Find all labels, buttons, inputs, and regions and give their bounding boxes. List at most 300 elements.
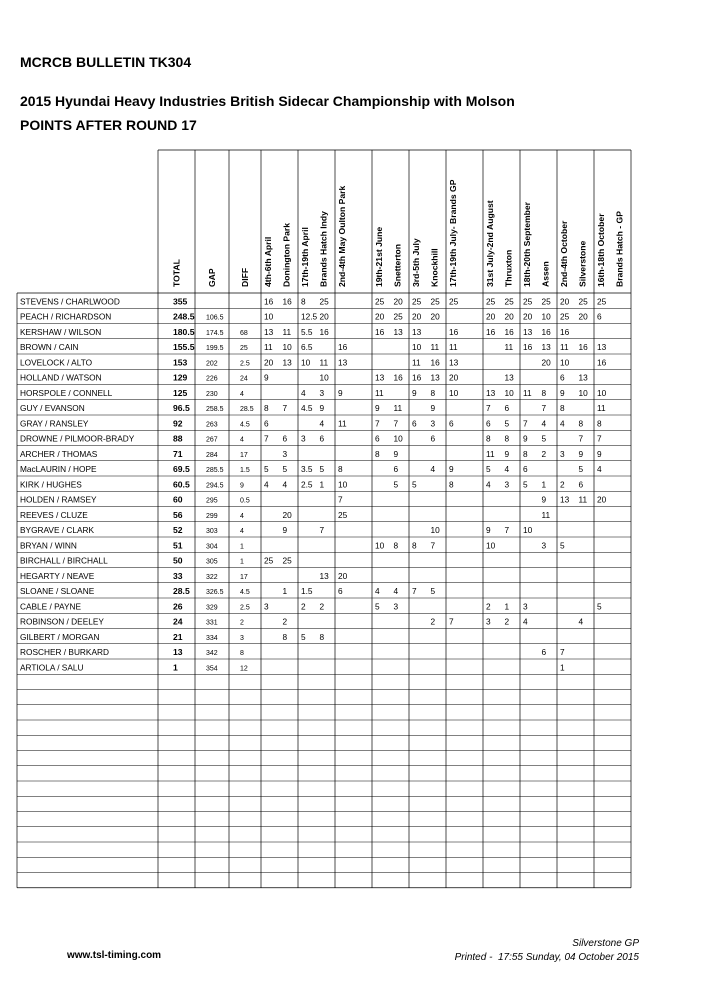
race-points: 3: [504, 479, 510, 490]
diff-value: 8: [240, 650, 244, 657]
race-points: 5: [375, 601, 380, 612]
race-points: 3: [264, 601, 269, 612]
diff-value: 4: [240, 390, 244, 398]
race-points: 10: [430, 525, 440, 535]
gap-value: 202: [206, 360, 218, 368]
race-points: 5: [560, 540, 565, 551]
race-points: 8: [449, 479, 454, 490]
race-points: 8: [523, 448, 528, 459]
gap-value: 199.5: [206, 345, 224, 352]
race-points: 7: [412, 586, 417, 596]
total-points: 155.5: [173, 342, 195, 352]
race-points: 8: [264, 403, 269, 413]
race-points: 10: [375, 540, 385, 551]
diff-value: 4: [240, 436, 244, 444]
total-points: 21: [173, 631, 183, 642]
rider-name: REEVES / CLUZE: [20, 509, 88, 520]
race-points: 11: [338, 418, 347, 429]
race-points: 16: [504, 326, 514, 337]
race-points: 25: [541, 296, 551, 307]
gap-value: 226: [206, 375, 218, 383]
race-points: 16: [338, 342, 348, 352]
diff-value: 4: [240, 512, 244, 520]
race-points: 16: [578, 342, 588, 352]
round-venue-10: Brands Hatch - GP: [614, 211, 625, 287]
race-points: 8: [301, 296, 306, 307]
race-points: 16: [597, 357, 607, 368]
race-points: 11: [412, 357, 421, 368]
rider-name: ARCHER / THOMAS: [20, 448, 98, 459]
race-points: 13: [375, 372, 385, 383]
race-points: 25: [449, 296, 459, 307]
race-points: 4: [504, 464, 510, 474]
gap-value: 263: [206, 421, 218, 429]
race-points: 1.5: [301, 586, 313, 596]
diff-value: 3: [240, 634, 244, 642]
race-points: 20: [338, 570, 348, 581]
rider-name: CABLE / PAYNE: [20, 601, 82, 612]
race-points: 16: [430, 357, 440, 368]
race-points: 9: [282, 525, 288, 535]
race-points: 13: [393, 326, 403, 337]
race-points: 1: [560, 662, 565, 673]
race-points: 13: [578, 372, 588, 383]
race-points: 13: [430, 372, 440, 383]
diff-value: 17: [240, 451, 248, 459]
race-points: 6: [338, 586, 343, 596]
race-points: 2: [486, 601, 491, 612]
race-points: 11: [264, 342, 273, 352]
round-date-9: 2nd-4th October: [559, 220, 570, 287]
race-points: 11: [449, 342, 458, 352]
gap-value: 258.5: [206, 406, 224, 413]
race-points: 5: [412, 479, 417, 490]
race-points: 20: [597, 494, 607, 505]
race-points: 7: [338, 494, 343, 505]
race-points: 4.5: [301, 403, 313, 413]
race-points: 3: [301, 433, 306, 444]
race-points: 25: [486, 296, 496, 307]
round-date-5: 3rd-5th July: [411, 238, 422, 287]
race-points: 6: [375, 433, 380, 444]
rider-name: KIRK / HUGHES: [20, 479, 82, 490]
gap-value: 322: [206, 573, 218, 581]
race-points: 10: [319, 372, 329, 383]
race-points: 11: [282, 326, 292, 337]
race-points: 5: [430, 586, 436, 596]
race-points: 9: [597, 448, 602, 459]
gap-value: 284: [206, 451, 218, 459]
race-points: 25: [282, 555, 292, 566]
race-points: 13: [264, 326, 274, 337]
race-points: 7: [282, 403, 288, 413]
race-points: 16: [523, 342, 533, 352]
race-points: 6.5: [301, 342, 313, 352]
round-venue-2: Brands Hatch Indy: [318, 211, 329, 287]
rider-name: SLOANE / SLOANE: [20, 586, 95, 596]
race-points: 10: [301, 357, 311, 368]
race-points: 13: [282, 357, 292, 368]
race-points: 7: [449, 616, 454, 627]
race-points: 6: [523, 464, 528, 474]
race-points: 11: [504, 342, 514, 352]
round-date-1: 4th-6th April: [263, 236, 274, 287]
race-points: 10: [338, 479, 348, 490]
rider-name: BRYAN / WINN: [20, 540, 77, 551]
gap-value: 342: [206, 650, 218, 657]
race-points: 3: [523, 601, 528, 612]
race-points: 9: [430, 403, 436, 413]
race-points: 10: [541, 311, 551, 322]
footer-url: www.tsl-timing.com: [67, 950, 162, 961]
total-points: 56: [173, 509, 183, 520]
race-points: 9: [560, 387, 565, 398]
race-points: 10: [393, 433, 403, 444]
total-points: 69.5: [173, 464, 190, 474]
race-points: 16: [486, 326, 496, 337]
race-points: 20: [319, 311, 329, 322]
race-points: 11: [541, 509, 551, 520]
total-points: 24: [173, 616, 183, 627]
total-points: 33: [173, 570, 183, 581]
race-points: 5: [523, 479, 528, 490]
race-points: 2: [301, 601, 306, 612]
race-points: 16: [560, 326, 570, 337]
round-date-2: 17th-19th April: [300, 227, 311, 287]
race-points: 10: [449, 387, 459, 398]
rider-name: HOLDEN / RAMSEY: [20, 494, 97, 505]
race-points: 7: [319, 525, 325, 535]
race-points: 8: [541, 387, 547, 398]
gap-value: 174.5: [206, 329, 224, 337]
race-points: 9: [504, 448, 510, 459]
race-points: 2: [560, 479, 565, 490]
race-points: 4: [393, 586, 399, 596]
rider-name: ARTIOLA / SALU: [20, 662, 84, 673]
race-points: 16: [375, 326, 385, 337]
race-points: 10: [264, 311, 274, 322]
championship-title: 2015 Hyundai Heavy Industries British Sidecar Championship with Molson: [20, 93, 515, 109]
diff-value: 25: [240, 345, 248, 352]
race-points: 10: [578, 387, 588, 398]
race-points: 10: [560, 357, 570, 368]
gap-value: 106.5: [206, 314, 224, 322]
race-points: 16: [264, 296, 274, 307]
race-points: 13: [597, 342, 607, 352]
race-points: 4: [319, 418, 325, 429]
total-points: 180.5: [173, 326, 195, 337]
race-points: 8: [282, 631, 288, 642]
diff-value: 2.5: [240, 604, 250, 612]
race-points: 7: [504, 525, 510, 535]
rider-name: LOVELOCK / ALTO: [20, 357, 93, 368]
race-points: 4: [375, 586, 380, 596]
rider-name: MacLAURIN / HOPE: [20, 464, 97, 474]
total-points: 125: [173, 387, 188, 398]
race-points: 5.5: [301, 326, 313, 337]
race-points: 11: [486, 448, 495, 459]
race-points: 3: [282, 448, 288, 459]
race-points: 20: [449, 372, 459, 383]
race-points: 7: [578, 433, 584, 444]
race-points: 5: [264, 464, 269, 474]
race-points: 25: [264, 555, 274, 566]
total-points: 71: [173, 448, 183, 459]
race-points: 11: [578, 494, 588, 505]
round-date-3: 2nd-4th May Oulton Park: [337, 185, 348, 287]
rider-name: ROSCHER / BURKARD: [20, 647, 109, 657]
race-points: 9: [393, 448, 399, 459]
round-date-6: 17th-19th July- Brands GP: [448, 179, 459, 287]
race-points: 7: [430, 540, 436, 551]
race-points: 20: [578, 311, 588, 322]
race-points: 16: [393, 372, 403, 383]
round-date-8: 18th-20th September: [522, 201, 533, 287]
bulletin-title: MCRCB BULLETIN TK304: [20, 54, 192, 70]
race-points: 2: [319, 601, 325, 612]
total-points: 60: [173, 494, 183, 505]
race-points: 20: [375, 311, 385, 322]
race-points: 9: [486, 525, 491, 535]
race-points: 4: [264, 479, 269, 490]
footer-venue: Silverstone GP: [572, 938, 639, 949]
diff-value: 4.5: [240, 421, 250, 429]
race-points: 4: [560, 418, 565, 429]
race-points: 5: [541, 433, 547, 444]
race-points: 9: [412, 387, 417, 398]
round-venue-4: Snetterton: [392, 244, 403, 287]
race-points: 1: [504, 601, 510, 612]
gap-value: 295: [206, 497, 218, 505]
race-points: 6: [430, 433, 436, 444]
race-points: 4: [486, 479, 491, 490]
race-points: 1: [319, 479, 325, 490]
race-points: 13: [319, 570, 329, 581]
column-header-gap: GAP: [207, 268, 217, 287]
column-header-total: TOTAL: [171, 259, 182, 287]
total-points: 248.5: [173, 311, 195, 322]
race-points: 6: [412, 418, 417, 429]
race-points: 20: [504, 311, 514, 322]
diff-value: 4.5: [240, 589, 250, 596]
gap-value: 299: [206, 512, 218, 520]
rider-name: HEGARTY / NEAVE: [20, 570, 95, 581]
race-points: 13: [338, 357, 348, 368]
rider-name: BROWN / CAIN: [20, 342, 79, 352]
race-points: 9: [523, 433, 528, 444]
diff-value: 1.5: [240, 467, 250, 474]
race-points: 25: [319, 296, 329, 307]
race-points: 25: [560, 311, 570, 322]
rider-name: PEACH / RICHARDSON: [20, 311, 112, 322]
race-points: 16: [412, 372, 422, 383]
gap-value: 304: [206, 543, 218, 551]
race-points: 10: [282, 342, 292, 352]
race-points: 11: [523, 387, 532, 398]
race-points: 4: [541, 418, 547, 429]
race-points: 11: [319, 357, 329, 368]
race-points: 7: [523, 418, 528, 429]
race-points: 6: [264, 418, 269, 429]
gap-value: 303: [206, 528, 218, 535]
points-title: POINTS AFTER ROUND 17: [20, 117, 197, 133]
total-points: 88: [173, 433, 183, 444]
diff-value: 12: [240, 665, 248, 673]
race-points: 9: [319, 403, 325, 413]
race-points: 9: [541, 494, 547, 505]
race-points: 6: [597, 311, 602, 322]
total-points: 51: [173, 540, 183, 551]
rider-name: HORSPOLE / CONNELL: [20, 387, 113, 398]
gap-value: 326.5: [206, 589, 224, 596]
race-points: 7: [486, 403, 491, 413]
race-points: 4: [597, 464, 602, 474]
race-points: 6: [282, 433, 288, 444]
race-points: 9: [338, 387, 343, 398]
diff-value: 9: [240, 482, 244, 490]
race-points: 3: [319, 387, 325, 398]
race-points: 9: [578, 448, 584, 459]
gap-value: 267: [206, 436, 218, 444]
race-points: 7: [393, 418, 399, 429]
race-points: 25: [375, 296, 385, 307]
rider-name: BYGRAVE / CLARK: [20, 525, 95, 535]
diff-value: 17: [240, 573, 248, 581]
footer-printed: Printed - 17:55 Sunday, 04 October 2015: [454, 952, 639, 963]
race-points: 20: [541, 357, 551, 368]
total-points: 129: [173, 372, 188, 383]
race-points: 8: [375, 448, 380, 459]
rider-name: BIRCHALL / BIRCHALL: [20, 555, 108, 566]
diff-value: 28.5: [240, 406, 254, 413]
race-points: 8: [338, 464, 343, 474]
gap-value: 331: [206, 619, 218, 627]
race-points: 4: [282, 479, 288, 490]
round-date-7: 31st July-2nd August: [485, 200, 496, 287]
race-points: 7: [597, 433, 602, 444]
gap-value: 285.5: [206, 467, 224, 474]
race-points: 7: [560, 647, 565, 657]
race-points: 9: [375, 403, 380, 413]
race-points: 13: [486, 387, 496, 398]
race-points: 3: [560, 448, 565, 459]
diff-value: 2.5: [240, 360, 250, 368]
race-points: 8: [578, 418, 584, 429]
race-points: 25: [578, 296, 588, 307]
rider-name: KERSHAW / WILSON: [20, 326, 102, 337]
race-points: 4: [430, 464, 436, 474]
round-venue-7: Thruxton: [503, 249, 514, 287]
race-points: 25: [504, 296, 514, 307]
gap-value: 354: [206, 665, 218, 673]
race-points: 16: [319, 326, 329, 337]
race-points: 1: [541, 479, 547, 490]
round-date-10: 16th-18th October: [596, 213, 607, 287]
race-points: 20: [393, 296, 403, 307]
race-points: 11: [375, 387, 384, 398]
total-points: 26: [173, 601, 183, 612]
total-points: 153: [173, 357, 188, 368]
race-points: 7: [375, 418, 380, 429]
total-points: 1: [173, 662, 178, 673]
race-points: 11: [560, 342, 569, 352]
race-points: 8: [560, 403, 565, 413]
race-points: 3.5: [301, 464, 313, 474]
race-points: 10: [412, 342, 422, 352]
diff-value: 1: [240, 543, 244, 551]
diff-value: 24: [240, 375, 248, 383]
race-points: 11: [430, 342, 440, 352]
race-points: 20: [282, 509, 292, 520]
gap-value: 305: [206, 558, 218, 566]
rider-name: GILBERT / MORGAN: [20, 631, 100, 642]
round-venue-8: Assen: [540, 261, 551, 287]
race-points: 5: [282, 464, 288, 474]
column-header-diff: DIFF: [240, 267, 250, 287]
race-points: 25: [597, 296, 607, 307]
race-points: 3: [430, 418, 436, 429]
race-points: 6: [560, 372, 565, 383]
race-points: 3: [541, 540, 547, 551]
race-points: 10: [523, 525, 533, 535]
race-points: 5: [486, 464, 491, 474]
diff-value: 4: [240, 528, 244, 535]
race-points: 5: [319, 464, 325, 474]
race-points: 6: [449, 418, 454, 429]
race-points: 10: [597, 387, 607, 398]
race-points: 2.5: [301, 479, 313, 490]
rider-name: ROBINSON / DEELEY: [20, 616, 104, 627]
race-points: 6: [393, 464, 399, 474]
race-points: 3: [486, 616, 491, 627]
race-points: 11: [597, 403, 606, 413]
round-venue-1: Donington Park: [281, 223, 292, 287]
race-points: 6: [504, 403, 510, 413]
race-points: 20: [560, 296, 570, 307]
race-points: 10: [504, 387, 514, 398]
race-points: 2: [282, 616, 288, 627]
race-points: 20: [264, 357, 274, 368]
race-points: 1: [282, 586, 288, 596]
race-points: 8: [430, 387, 436, 398]
race-points: 8: [597, 418, 602, 429]
race-points: 9: [264, 372, 269, 383]
race-points: 16: [449, 326, 459, 337]
race-points: 6: [541, 647, 547, 657]
race-points: 20: [486, 311, 496, 322]
race-points: 2: [541, 448, 547, 459]
race-points: 16: [541, 326, 551, 337]
race-points: 13: [504, 372, 514, 383]
rider-name: HOLLAND / WATSON: [20, 372, 102, 383]
total-points: 92: [173, 418, 183, 429]
diff-value: 2: [240, 619, 244, 627]
total-points: 60.5: [173, 479, 190, 490]
race-points: 4: [523, 616, 528, 627]
race-points: 20: [430, 311, 440, 322]
race-points: 10: [486, 540, 496, 551]
rider-name: STEVENS / CHARLWOOD: [20, 296, 120, 307]
diff-value: 0.5: [240, 497, 250, 505]
race-points: 20: [412, 311, 422, 322]
race-points: 3: [393, 601, 399, 612]
diff-value: 1: [240, 558, 244, 566]
race-points: 13: [449, 357, 459, 368]
race-points: 13: [560, 494, 570, 505]
gap-value: 334: [206, 634, 218, 642]
diff-value: 68: [240, 329, 248, 337]
race-points: 8: [412, 540, 417, 551]
